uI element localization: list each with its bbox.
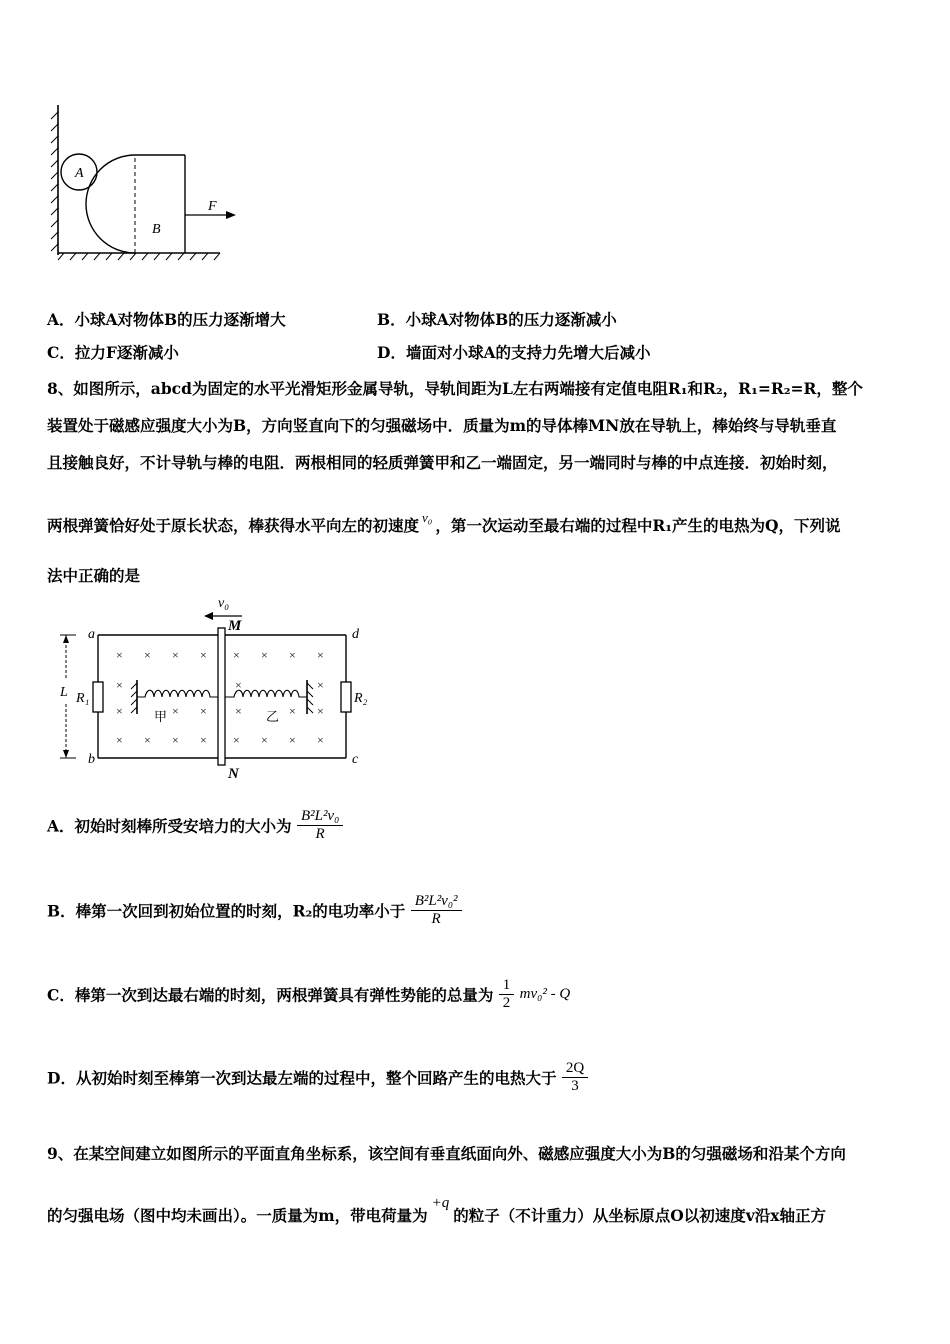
label-B: B [152,222,161,237]
q9-line-2 [47,1195,827,1228]
q8-line-5: 法中正确的是 [47,566,141,585]
q8-option-a-fraction [297,808,343,843]
q8-option-d-fraction [562,1060,588,1095]
q7-option-a: A．小球A对物体B的压力逐渐增大 [47,310,286,329]
q8-option-a [47,808,343,843]
spring-yi-label: 乙 [266,709,280,724]
q8-v0: v₀ [422,510,433,525]
q9-line-1: 9、在某空间建立如图所示的平面直角坐标系，该空间有垂直纸面向外、磁感应强度大小为B的匀强磁场和沿某个方向 [47,1144,846,1163]
field-cross: × [200,648,207,662]
field-cross: × [317,733,324,747]
figure-ball-block [40,100,250,265]
r1-label: R₁ [76,691,90,706]
q7-option-c: C．拉力F逐渐减小 [47,343,179,362]
field-cross: × [233,648,240,662]
spring-jia-label: 甲 [154,709,168,724]
q8-line-4 [47,510,841,538]
q8-option-b-text: B．棒第一次回到初始位置的时刻，R₂的电功率小于 [47,901,406,921]
field-cross: × [317,704,324,718]
q8-option-d [47,1060,588,1095]
label-A: A [75,166,84,181]
q8-line-4b: ，第一次运动至最右端的过程中R₁产生的电热为Q，下列说 [435,516,841,535]
q8-line-4a: 两根弹簧恰好处于原长状态，棒获得水平向左的初速度 [47,516,420,535]
rod-label-N: N [228,766,239,782]
q8-option-d-text: D．从初始时刻至棒第一次到达最左端的过程中，整个回路产生的电热大于 [47,1068,557,1088]
field-cross: × [172,733,179,747]
q8-option-c-num: 1 [499,977,515,995]
field-cross: × [172,704,179,718]
q8-option-b-num: B²L²v₀² [411,893,462,911]
field-cross: × [200,733,207,747]
q8-option-c-tail: mv₀² - Q [519,986,571,1002]
q9-line-2b: 的粒子（不计重力）从坐标原点O以初速度v沿x轴正方 [453,1206,827,1225]
q9-line-2a: 的匀强电场（图中均未画出）。一质量为m，带电荷量为 [47,1206,428,1225]
q7-option-d: D．墙面对小球A的支持力先增大后减小 [377,343,651,362]
field-cross: × [317,678,324,692]
field-cross: × [235,704,242,718]
label-F: F [208,199,217,214]
field-cross: × [289,733,296,747]
field-cross: × [261,648,268,662]
length-label: L [60,685,68,700]
q8-option-d-num: 2Q [562,1060,588,1078]
r2-label: R₂ [354,691,368,706]
q9-charge: +q [431,1195,450,1211]
field-cross: × [116,678,123,692]
q8-option-b-fraction [411,893,462,928]
field-cross: × [261,733,268,747]
q8-line-1: 8、如图所示，abcd为固定的水平光滑矩形金属导轨，导轨间距为L左右两端接有定值电阻R₁和R₂，R₁=R₂=R，整个 [47,379,863,398]
q8-option-a-text: A．初始时刻棒所受安培力的大小为 [47,816,292,836]
q8-option-b [47,893,462,928]
q8-line-3: 且接触良好，不计导轨与棒的电阻．两根相同的轻质弹簧甲和乙一端固定，另一端同时与棒的中点连接．初始时刻， [47,453,838,472]
rod-label-M: M [228,618,242,634]
figure-rail-circuit [50,590,380,785]
field-cross: × [200,704,207,718]
q8-option-a-den: R [315,826,325,842]
field-cross: × [289,704,296,718]
field-cross: × [235,678,242,692]
q8-option-a-num: B²L²v₀ [297,808,343,826]
q8-option-d-den: 3 [571,1078,579,1094]
q8-option-c-den: 2 [502,995,511,1011]
corner-c: c [352,752,359,767]
field-cross: × [172,648,179,662]
q8-option-c [47,977,570,1012]
q8-line-2: 装置处于磁感应强度大小为B，方向竖直向下的匀强磁场中．质量为m的导体棒MN放在导轨上，棒始终与导轨垂直 [47,416,837,435]
q8-option-c-text: C．棒第一次到达最右端的时刻，两根弹簧具有弹性势能的总量为 [47,985,494,1005]
corner-a: a [88,627,95,642]
v0-label: v₀ [218,596,230,611]
field-cross: × [289,648,296,662]
field-cross: × [317,648,324,662]
field-cross: × [116,648,123,662]
q7-option-b: B．小球A对物体B的压力逐渐减小 [377,310,617,329]
q8-option-c-fraction [499,977,515,1012]
field-cross: × [144,733,151,747]
field-cross: × [116,733,123,747]
field-cross: × [116,704,123,718]
field-cross: × [144,648,151,662]
q8-option-b-den: R [431,911,441,927]
field-cross: × [233,733,240,747]
corner-b: b [88,752,95,767]
corner-d: d [352,627,359,642]
